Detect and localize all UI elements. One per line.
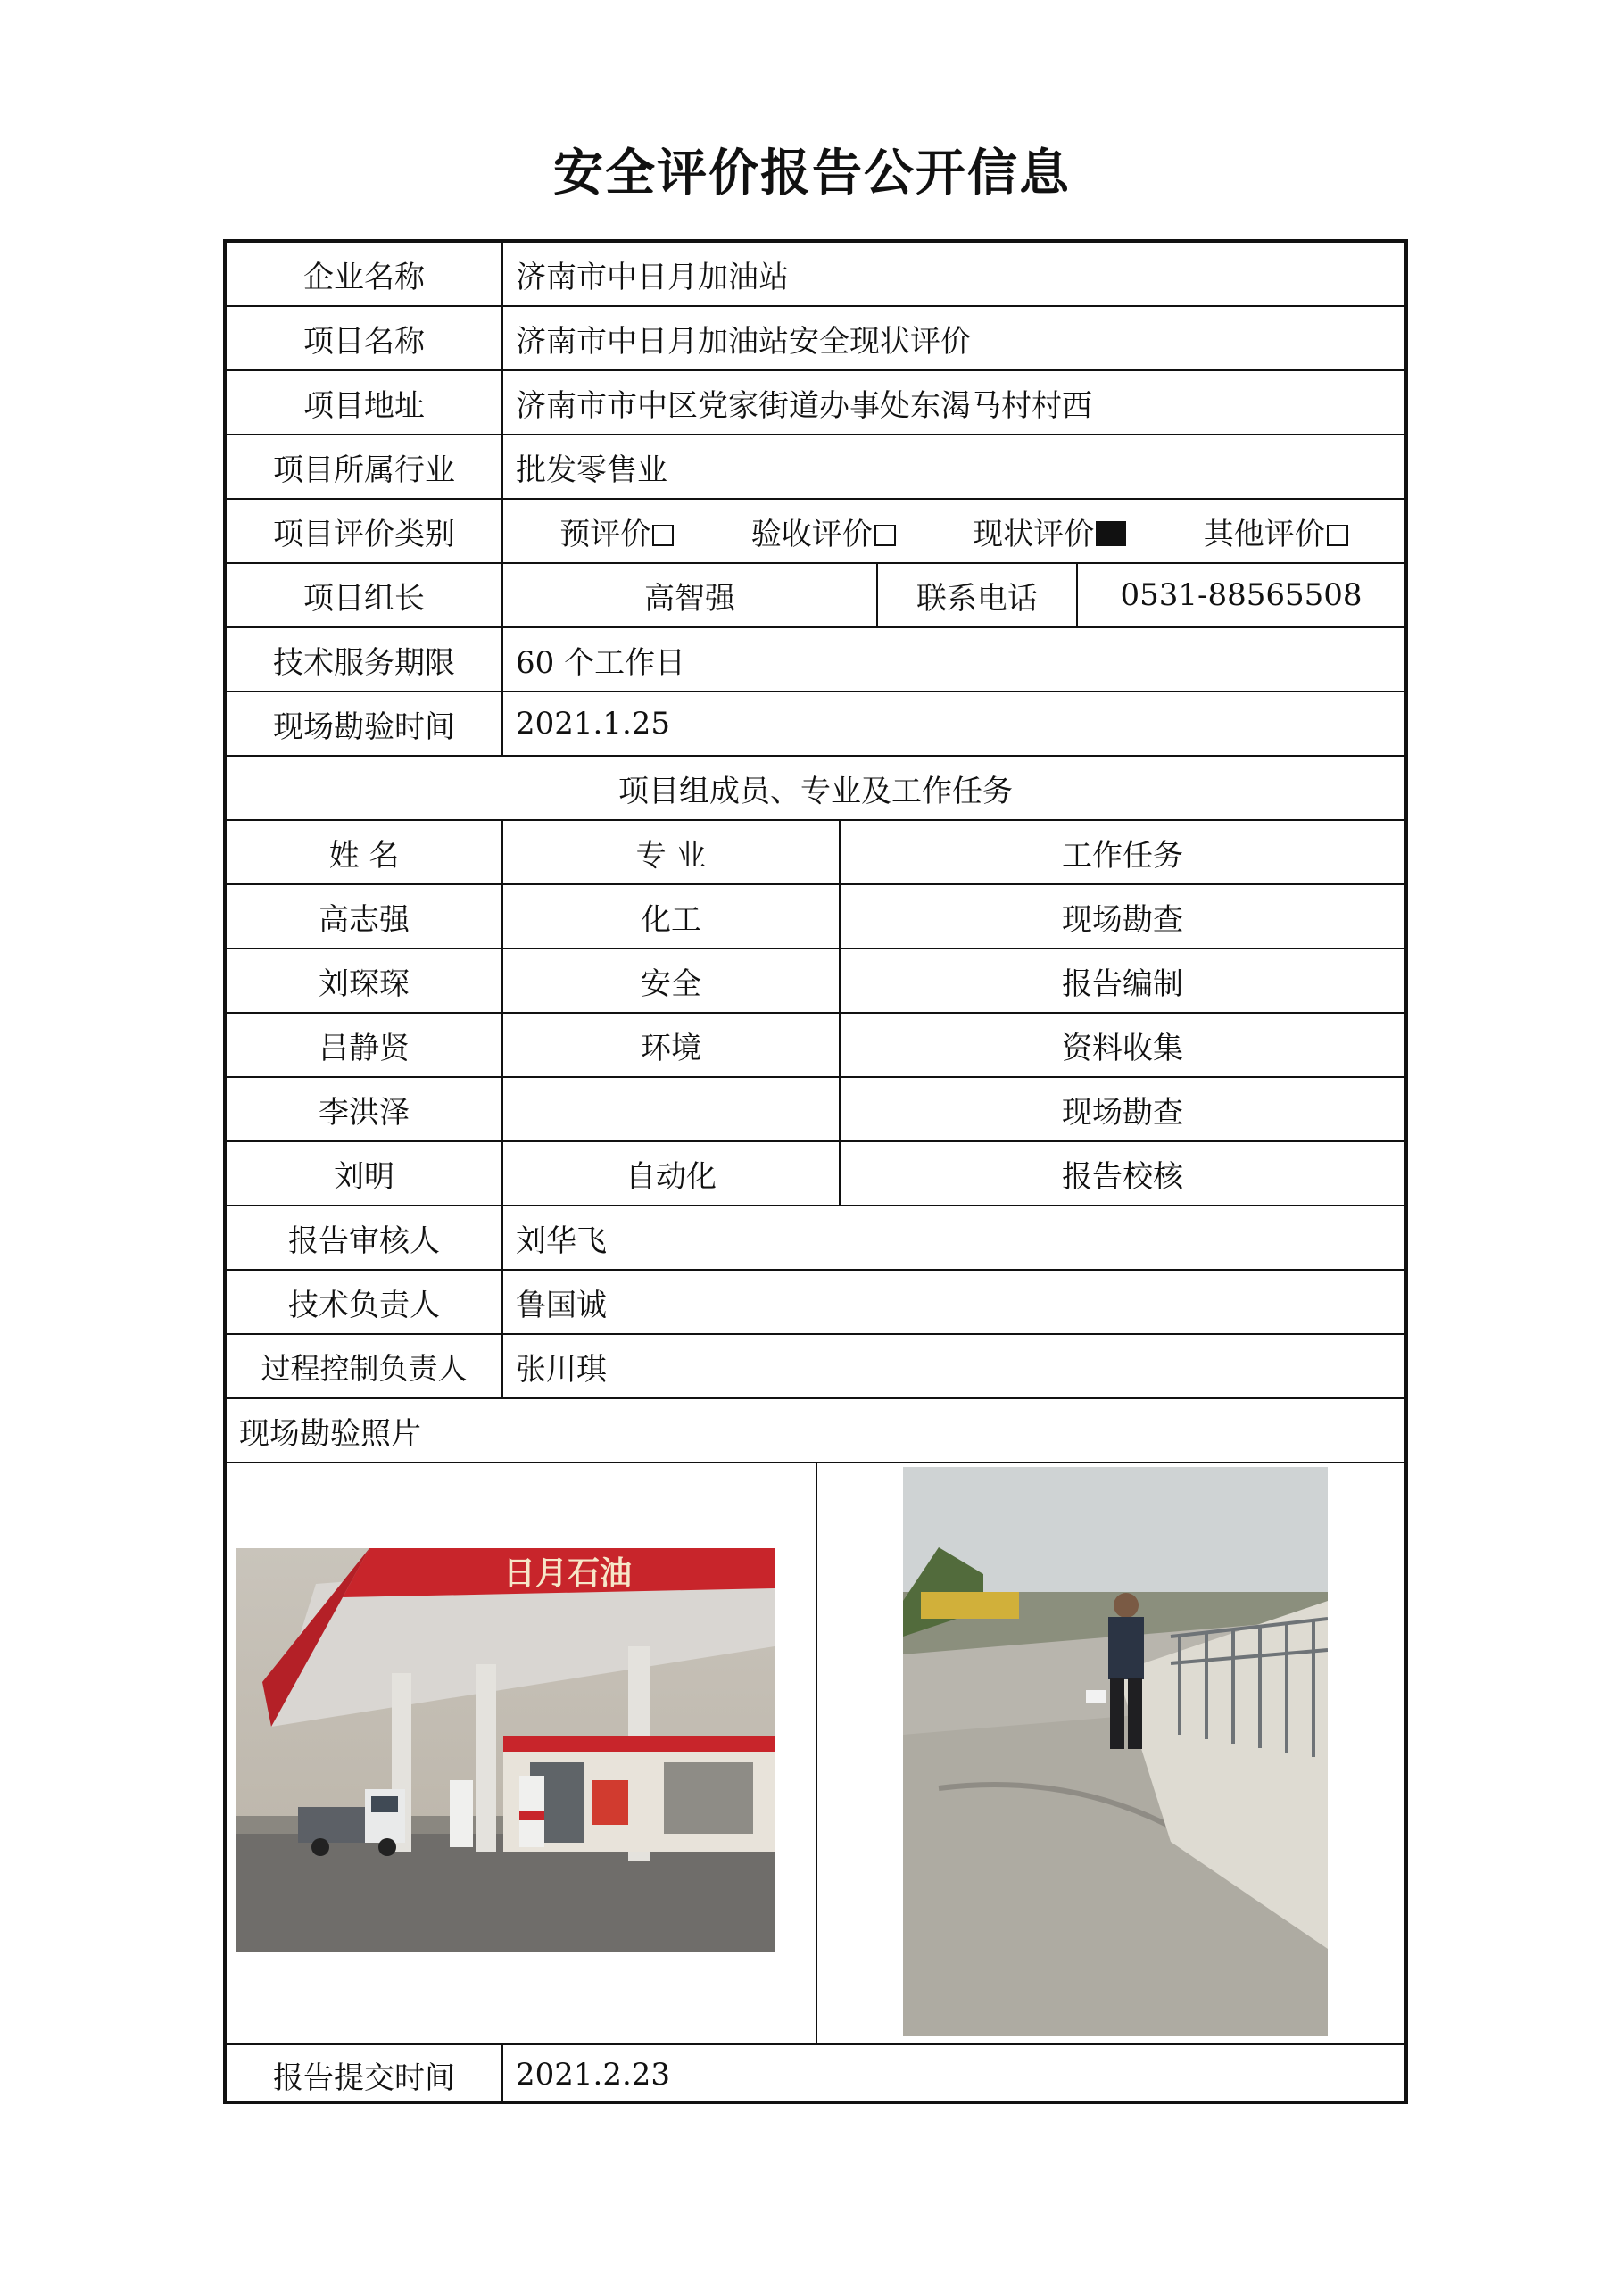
row-submit — [227, 2045, 1404, 2104]
row-process — [227, 1335, 1404, 1399]
row-industry — [227, 435, 1404, 500]
category-option-pre: 预评价 — [559, 510, 674, 553]
row-period — [227, 628, 1404, 692]
members-header-row — [227, 821, 1404, 885]
tech-label: 技术负责人 — [227, 1271, 503, 1333]
checked-box-icon — [1096, 521, 1126, 546]
industry-value: 批发零售业 — [516, 452, 667, 488]
industry-label: 项目所属行业 — [227, 435, 503, 498]
reviewer-label: 报告审核人 — [227, 1206, 503, 1269]
table-row — [227, 885, 1404, 949]
category-option-current: 现状评价 — [973, 510, 1126, 553]
period-value: 60 个工作日 — [516, 644, 686, 681]
process-label: 过程控制负责人 — [227, 1335, 503, 1397]
row-address — [227, 371, 1404, 435]
leader-value: 高智强 — [503, 564, 878, 626]
process-value: 张川琪 — [516, 1351, 607, 1388]
header-major: 专 业 — [503, 821, 841, 883]
row-project — [227, 307, 1404, 371]
members-section-title: 项目组成员、专业及工作任务 — [618, 773, 1013, 809]
member-task: 资料收集 — [1062, 1030, 1183, 1066]
checkbox-icon — [1327, 525, 1348, 546]
company-value: 济南市中日月加油站 — [516, 259, 789, 295]
tech-value: 鲁国诚 — [516, 1287, 607, 1323]
submit-value: 2021.2.23 — [516, 2057, 671, 2093]
row-company — [227, 243, 1404, 307]
row-category — [227, 500, 1404, 564]
category-label: 项目评价类别 — [227, 500, 503, 562]
period-label: 技术服务期限 — [227, 628, 503, 691]
reviewer-value: 刘华飞 — [516, 1223, 607, 1259]
company-label: 企业名称 — [227, 243, 503, 305]
survey-time-value: 2021.1.25 — [516, 706, 671, 742]
member-name: 刘明 — [227, 1142, 503, 1205]
submit-label: 报告提交时间 — [227, 2045, 503, 2104]
header-name: 姓 名 — [227, 821, 503, 883]
member-major: 自动化 — [503, 1142, 841, 1205]
row-survey-time — [227, 692, 1404, 757]
member-name: 吕静贤 — [227, 1014, 503, 1076]
row-photos — [227, 1463, 1404, 2045]
category-option-acceptance: 验收评价 — [751, 510, 896, 553]
page-title: 安全评价报告公开信息 — [553, 145, 1071, 203]
canopy-sign: 日月石油 — [503, 1555, 633, 1592]
site-inspection-photo — [903, 1467, 1328, 2036]
header-task: 工作任务 — [1062, 837, 1183, 874]
table-row — [227, 949, 1404, 1014]
member-name: 刘琛琛 — [227, 949, 503, 1012]
table-row — [227, 1142, 1404, 1206]
project-label: 项目名称 — [227, 307, 503, 369]
table-row — [227, 1078, 1404, 1142]
checkbox-icon — [874, 525, 896, 546]
member-name: 高志强 — [227, 885, 503, 948]
member-task: 报告编制 — [1062, 966, 1183, 1002]
row-leader — [227, 564, 1404, 628]
phone-value: 0531-88565508 — [1120, 577, 1363, 613]
checkbox-icon — [652, 525, 674, 546]
member-name: 李洪泽 — [227, 1078, 503, 1140]
address-value: 济南市市中区党家街道办事处东渴马村村西 — [516, 387, 1092, 424]
category-option-other: 其他评价 — [1204, 510, 1348, 553]
member-major: 化工 — [503, 885, 841, 948]
member-major: 环境 — [503, 1014, 841, 1076]
category-options — [503, 500, 1404, 562]
table-row — [227, 1014, 1404, 1078]
info-table — [223, 239, 1408, 2104]
leader-label: 项目组长 — [227, 564, 503, 626]
member-major — [503, 1078, 841, 1140]
row-members-title — [227, 757, 1404, 821]
member-task: 报告校核 — [1062, 1158, 1183, 1195]
survey-time-label: 现场勘验时间 — [227, 692, 503, 755]
address-label: 项目地址 — [227, 371, 503, 434]
gas-station-photo — [236, 1548, 775, 1952]
photos-label: 现场勘验照片 — [239, 1415, 421, 1452]
row-reviewer — [227, 1206, 1404, 1271]
member-task: 现场勘查 — [1062, 1094, 1183, 1131]
project-value: 济南市中日月加油站安全现状评价 — [516, 323, 971, 360]
member-major: 安全 — [503, 949, 841, 1012]
row-photos-label — [227, 1399, 1404, 1463]
row-tech — [227, 1271, 1404, 1335]
member-task: 现场勘查 — [1062, 901, 1183, 938]
phone-label: 联系电话 — [878, 564, 1078, 626]
